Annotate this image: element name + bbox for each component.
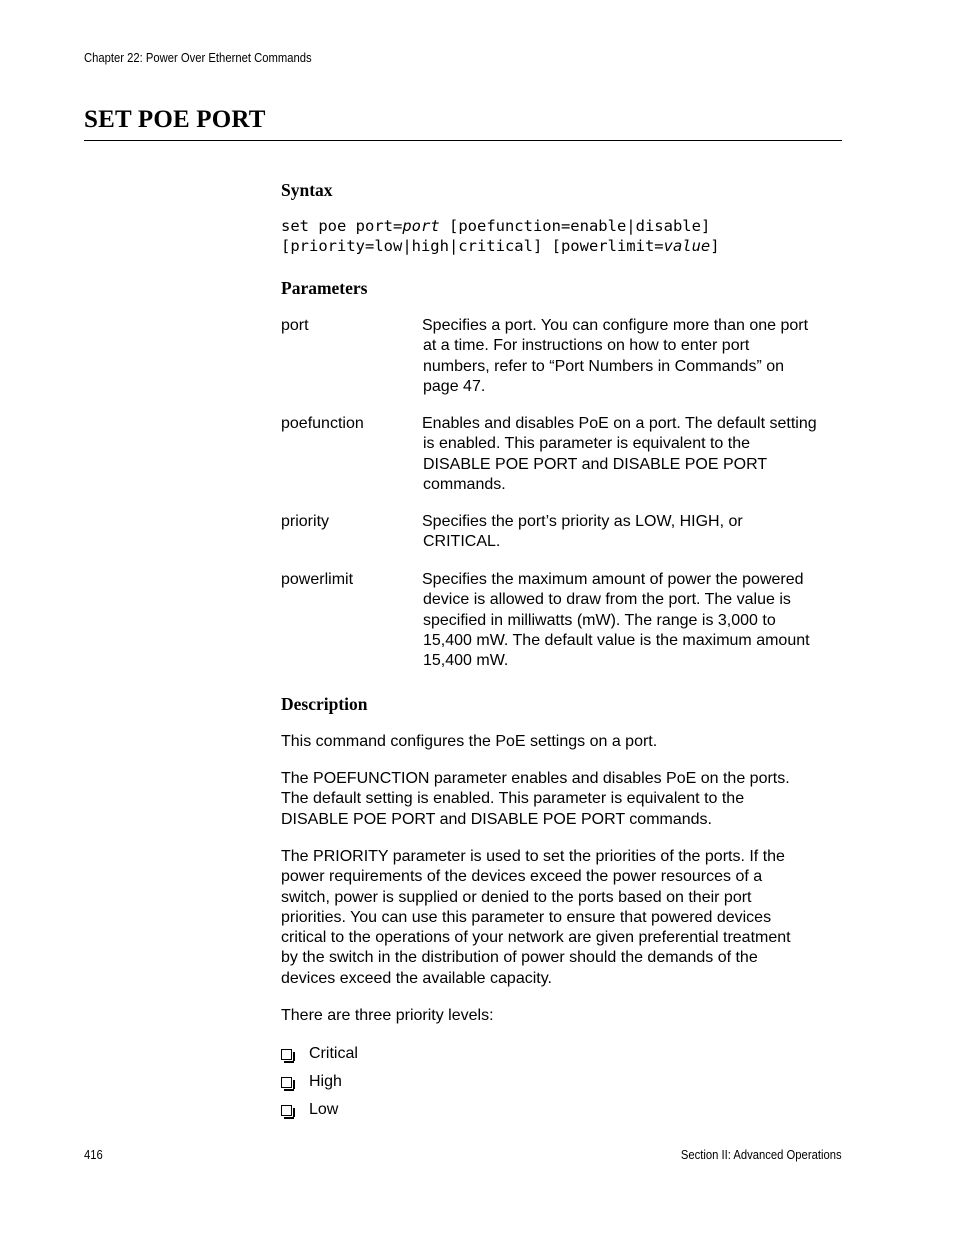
syntax-line-1 — [281, 216, 710, 236]
section-footer: Section II: Advanced Operations — [681, 1148, 842, 1162]
param-desc-line: is enabled. This parameter is equivalent to the — [423, 435, 751, 453]
param-desc-line: Enables and disables PoE on a port. The default setting — [422, 415, 817, 432]
syntax-line-2-a: [priority=low|high|critical] [powerlimit= — [281, 237, 664, 255]
param-name-priority: priority — [281, 513, 330, 530]
paragraph-line: devices exceed the available capacity. — [281, 969, 552, 987]
param-desc-line: CRITICAL. — [423, 533, 501, 551]
param-desc-line: DISABLE POE PORT and DISABLE POE PORT — [423, 455, 768, 473]
param-desc-priority — [422, 512, 842, 553]
syntax-line-2-c: ] — [710, 237, 720, 255]
paragraph-line: priorities. You can use this parameter to ensure that powered devices — [281, 908, 772, 926]
paragraph-line: The default setting is enabled. This parameter is equivalent to the — [281, 790, 745, 808]
description-paragraph-4 — [281, 1006, 846, 1026]
syntax-line-1-c: [poefunction=enable|disable] — [439, 217, 711, 235]
param-desc-line: numbers, refer to “Port Numbers in Commands” on — [423, 357, 785, 375]
bullet-label: Low — [309, 1101, 339, 1118]
param-desc-line: Specifies the port’s priority as LOW, HIGH, or — [422, 513, 743, 530]
bullet-low — [281, 1100, 338, 1120]
paragraph-line: switch, power is supplied or denied to the ports based on their port — [281, 888, 752, 906]
bullet-label: Critical — [309, 1045, 358, 1062]
param-name-poefunction: poefunction — [281, 415, 364, 432]
bullet-high — [281, 1072, 342, 1092]
param-desc-line: Specifies a port. You can configure more than one port — [422, 317, 809, 334]
paragraph-line: by the switch in the distribution of power should the demands of the — [281, 949, 758, 967]
checkbox-bullet-icon — [281, 1049, 292, 1060]
paragraph-line: power requirements of the devices exceed the power resources of a — [281, 868, 763, 886]
paragraph-line: This command configures the PoE settings on a port. — [281, 733, 658, 750]
param-desc-line: specified in milliwatts (mW). The range is 3,000 to — [423, 611, 776, 629]
param-desc-port — [422, 316, 842, 397]
param-name-port: port — [281, 317, 309, 334]
param-desc-line: 15,400 mW. — [423, 652, 509, 670]
checkbox-bullet-icon — [281, 1077, 292, 1088]
parameters-heading: Parameters — [281, 278, 368, 298]
description-paragraph-3 — [281, 847, 846, 989]
page-title: SET POE PORT — [84, 106, 266, 133]
paragraph-line: DISABLE POE PORT and DISABLE POE PORT commands. — [281, 810, 712, 828]
bullet-critical — [281, 1044, 358, 1064]
syntax-line-1-a: set poe port= — [281, 217, 403, 235]
param-desc-line: device is allowed to draw from the port. The value is — [423, 591, 791, 609]
syntax-line-2-var: value — [663, 237, 711, 255]
param-desc-line: commands. — [423, 475, 506, 493]
description-paragraph-1 — [281, 732, 846, 752]
page-number: 416 — [84, 1148, 103, 1162]
param-desc-line: at a time. For instructions on how to enter port — [423, 337, 750, 355]
param-desc-line: 15,400 mW. The default value is the maximum amount — [423, 631, 810, 649]
running-header: Chapter 22: Power Over Ethernet Commands — [84, 51, 312, 65]
paragraph-line: critical to the operations of your network are given preferential treatment — [281, 929, 791, 947]
description-paragraph-2 — [281, 769, 846, 830]
description-heading: Description — [281, 694, 368, 714]
checkbox-bullet-icon — [281, 1105, 292, 1116]
param-name-powerlimit: powerlimit — [281, 571, 354, 588]
param-desc-poefunction — [422, 414, 842, 495]
param-desc-powerlimit — [422, 570, 842, 671]
syntax-heading: Syntax — [281, 180, 333, 200]
paragraph-line: The POEFUNCTION parameter enables and disables PoE on the ports. — [281, 770, 790, 787]
title-rule — [84, 140, 842, 141]
paragraph-line: There are three priority levels: — [281, 1007, 494, 1024]
param-desc-line: page 47. — [423, 377, 486, 395]
syntax-line-1-var: port — [402, 217, 440, 235]
bullet-label: High — [309, 1073, 342, 1090]
param-desc-line: Specifies the maximum amount of power the powered — [422, 571, 804, 588]
paragraph-line: The PRIORITY parameter is used to set the priorities of the ports. If the — [281, 848, 785, 865]
syntax-line-2 — [281, 236, 720, 256]
